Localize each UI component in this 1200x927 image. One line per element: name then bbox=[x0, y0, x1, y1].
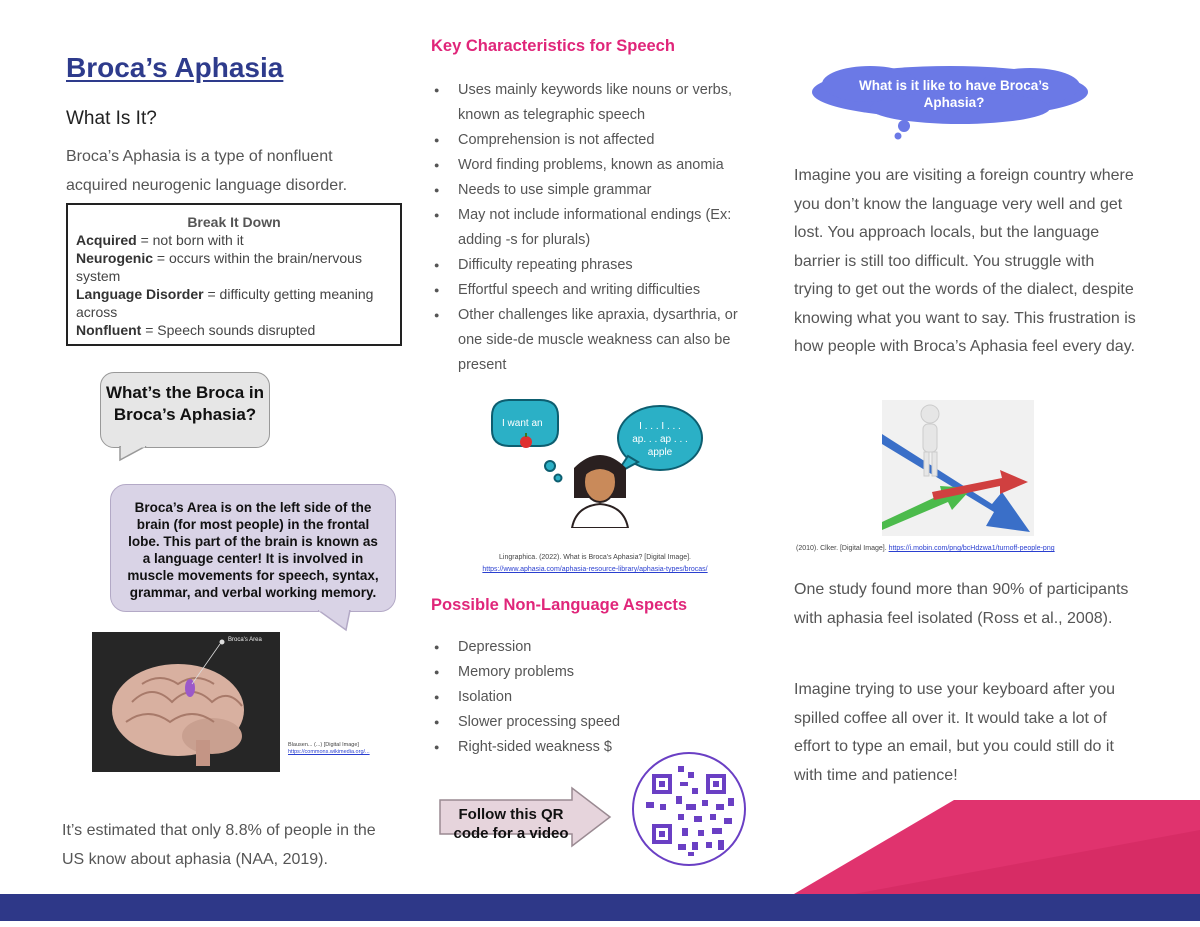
illustration-citation: Lingraphica. (2022). What is Broca's Aphasia? [Digital Image]. https://www.aphasia.com/aphasia-resource-library/aphasia-types/brocas/ bbox=[482, 554, 708, 573]
speech-text: I . . . I . . . ap. . . ap . . . apple bbox=[632, 421, 688, 458]
brain-icon bbox=[92, 632, 280, 772]
thought-text: I want an bbox=[502, 418, 543, 429]
non-language-list bbox=[430, 635, 750, 760]
breakdown-item: Acquired = not born with it bbox=[76, 232, 244, 248]
brain-citation: Blausen... (...) [Digital Image] https://commons.wikimedia.org/... bbox=[288, 742, 370, 755]
question-bubble-tail bbox=[118, 446, 148, 462]
list-item: ● Effortful speech and writing difficulties bbox=[430, 278, 760, 303]
list-item: ● Right-sided weakness $ bbox=[430, 735, 750, 760]
brocas-area-bubble: Broca’s Area is on the left side of the brain (for most people) in the frontal lobe. This part of the brain is known as a language center! It is involved in muscle movements for speech, syntax, grammar, and verbal working memory. bbox=[110, 484, 396, 612]
list-item: ● Slower processing speed bbox=[430, 710, 750, 735]
brocas-area-label: Broca's Area bbox=[228, 637, 262, 643]
list-item: ● Memory problems bbox=[430, 660, 750, 685]
speech-characteristics-list bbox=[430, 78, 760, 378]
list-item: ● Difficulty repeating phrases bbox=[430, 253, 760, 278]
crossroads-image bbox=[882, 400, 1034, 536]
isolation-study: One study found more than 90% of participants with aphasia feel isolated (Ross et al., 2008). bbox=[794, 581, 1129, 627]
qr-arrow-text: Follow this QR code for a video bbox=[453, 806, 569, 842]
qr-code-icon[interactable] bbox=[632, 752, 746, 866]
footer-bar bbox=[0, 894, 1200, 921]
list-item: ● Comprehension is not affected bbox=[430, 128, 760, 153]
imagine-paragraph-1: Imagine you are visiting a foreign country where you don’t know the language very well and get lost. You approach locals, but the language barrier is still too difficult. You struggle with trying to get out the words of the dialect, despite knowing what you want to say. This frustration is how people with Broca’s Aphasia feel every day. bbox=[794, 167, 1136, 355]
aphasia-illustration bbox=[488, 398, 708, 528]
intro-paragraph: Broca’s Aphasia is a type of nonfluent acquired neurogenic language disorder. bbox=[66, 148, 348, 194]
breakdown-heading: Break It Down bbox=[187, 214, 281, 230]
list-item: ● Needs to use simple grammar bbox=[430, 178, 760, 203]
list-item: ● Isolation bbox=[430, 685, 750, 710]
list-item: ● Word finding problems, known as anomia bbox=[430, 153, 760, 178]
list-item: ● Uses mainly keywords like nouns or verbs, known as telegraphic speech bbox=[430, 78, 760, 128]
decorative-corner bbox=[794, 800, 1200, 894]
list-item: ● May not include informational endings (Ex: adding -s for plurals) bbox=[430, 203, 760, 253]
speech-characteristics-heading: Key Characteristics for Speech bbox=[431, 37, 675, 55]
question-bubble: What’s the Broca in Broca’s Aphasia? bbox=[100, 372, 270, 448]
list-item: ● Depression bbox=[430, 635, 750, 660]
page-title: Broca’s Aphasia bbox=[66, 52, 284, 83]
crossroads-figure-icon bbox=[882, 400, 1034, 536]
breakdown-item: Language Disorder = difficulty getting meaning across bbox=[76, 286, 374, 320]
section-heading-what-is-it: What Is It? bbox=[66, 108, 157, 129]
breakdown-item: Neurogenic = occurs within the brain/nervous system bbox=[76, 250, 362, 284]
breakdown-item: Nonfluent = Speech sounds disrupted bbox=[76, 322, 316, 338]
awareness-stat: It’s estimated that only 8.8% of people in the US know about aphasia (NAA, 2019). bbox=[62, 822, 376, 868]
list-item: ● Other challenges like apraxia, dysarthria, or one side-de muscle weakness can also be present bbox=[430, 303, 760, 378]
figure-citation: (2010). Clker. [Digital Image]. https://i.mobin.com/png/bcHdzwa1/turnoff-people-png bbox=[796, 545, 1055, 552]
figure-link[interactable]: https://i.mobin.com/png/bcHdzwa1/turnoff-people-png bbox=[888, 545, 1055, 552]
brain-image bbox=[92, 632, 280, 772]
non-language-heading: Possible Non-Language Aspects bbox=[431, 596, 688, 614]
imagine-paragraph-2: Imagine trying to use your keyboard after you spilled coffee all over it. It would take a lot of effort to type an email, but you could still do it with time and patience! bbox=[794, 681, 1116, 784]
illustration-link[interactable]: https://www.aphasia.com/aphasia-resource-library/aphasia-types/brocas/ bbox=[482, 566, 708, 573]
cloud-question: What is it like to have Broca’s Aphasia? bbox=[858, 78, 1050, 110]
breakdown-box bbox=[66, 203, 402, 346]
brocas-area-bubble-tail bbox=[318, 610, 354, 632]
